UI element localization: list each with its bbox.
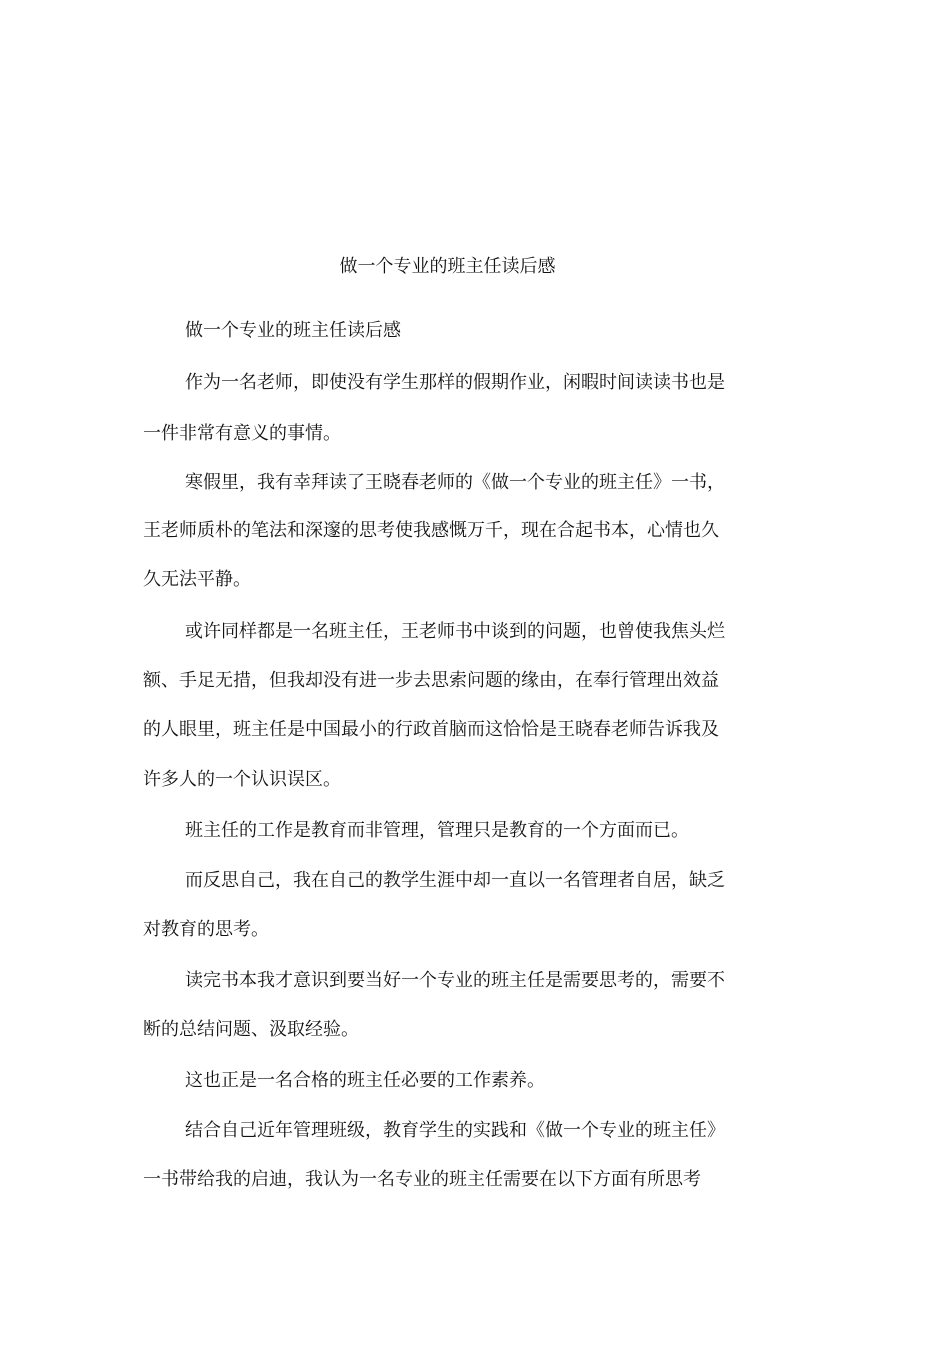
paragraph-line: 寒假里，我有幸拜读了王晓春老师的《做一个专业的班主任》一书， xyxy=(185,472,725,493)
paragraph-line: 对教育的思考。 xyxy=(143,919,269,940)
paragraph-line: 断的总结问题、汲取经验。 xyxy=(143,1019,359,1040)
paragraph-line: 或许同样都是一名班主任，王老师书中谈到的问题，也曾使我焦头烂 xyxy=(185,621,725,642)
paragraph-line: 做一个专业的班主任读后感 xyxy=(185,320,401,341)
paragraph-line: 一书带给我的启迪，我认为一名专业的班主任需要在以下方面有所思考 xyxy=(143,1169,701,1190)
paragraph-line: 王老师质朴的笔法和深邃的思考使我感慨万千，现在合起书本，心情也久 xyxy=(143,520,719,541)
paragraph-line: 久无法平静。 xyxy=(143,569,251,590)
paragraph-line: 而反思自己，我在自己的教学生涯中却一直以一名管理者自居，缺乏 xyxy=(185,870,725,891)
paragraph-line: 读完书本我才意识到要当好一个专业的班主任是需要思考的，需要不 xyxy=(185,970,725,991)
paragraph-line: 一件非常有意义的事情。 xyxy=(143,423,341,444)
paragraph-line: 额、手足无措，但我却没有进一步去思索问题的缘由，在奉行管理出效益 xyxy=(143,670,719,691)
paragraph-line: 作为一名老师，即使没有学生那样的假期作业，闲暇时间读读书也是 xyxy=(185,372,725,393)
paragraph-line: 这也正是一名合格的班主任必要的工作素养。 xyxy=(185,1070,545,1091)
paragraph-line: 班主任的工作是教育而非管理，管理只是教育的一个方面而已。 xyxy=(185,820,689,841)
paragraph-line: 许多人的一个认识误区。 xyxy=(143,769,341,790)
document-title: 做一个专业的班主任读后感 xyxy=(339,256,556,277)
paragraph-line: 结合自己近年管理班级，教育学生的实践和《做一个专业的班主任》 xyxy=(185,1120,725,1141)
paragraph-line: 的人眼里，班主任是中国最小的行政首脑而这恰恰是王晓春老师告诉我及 xyxy=(143,719,719,740)
